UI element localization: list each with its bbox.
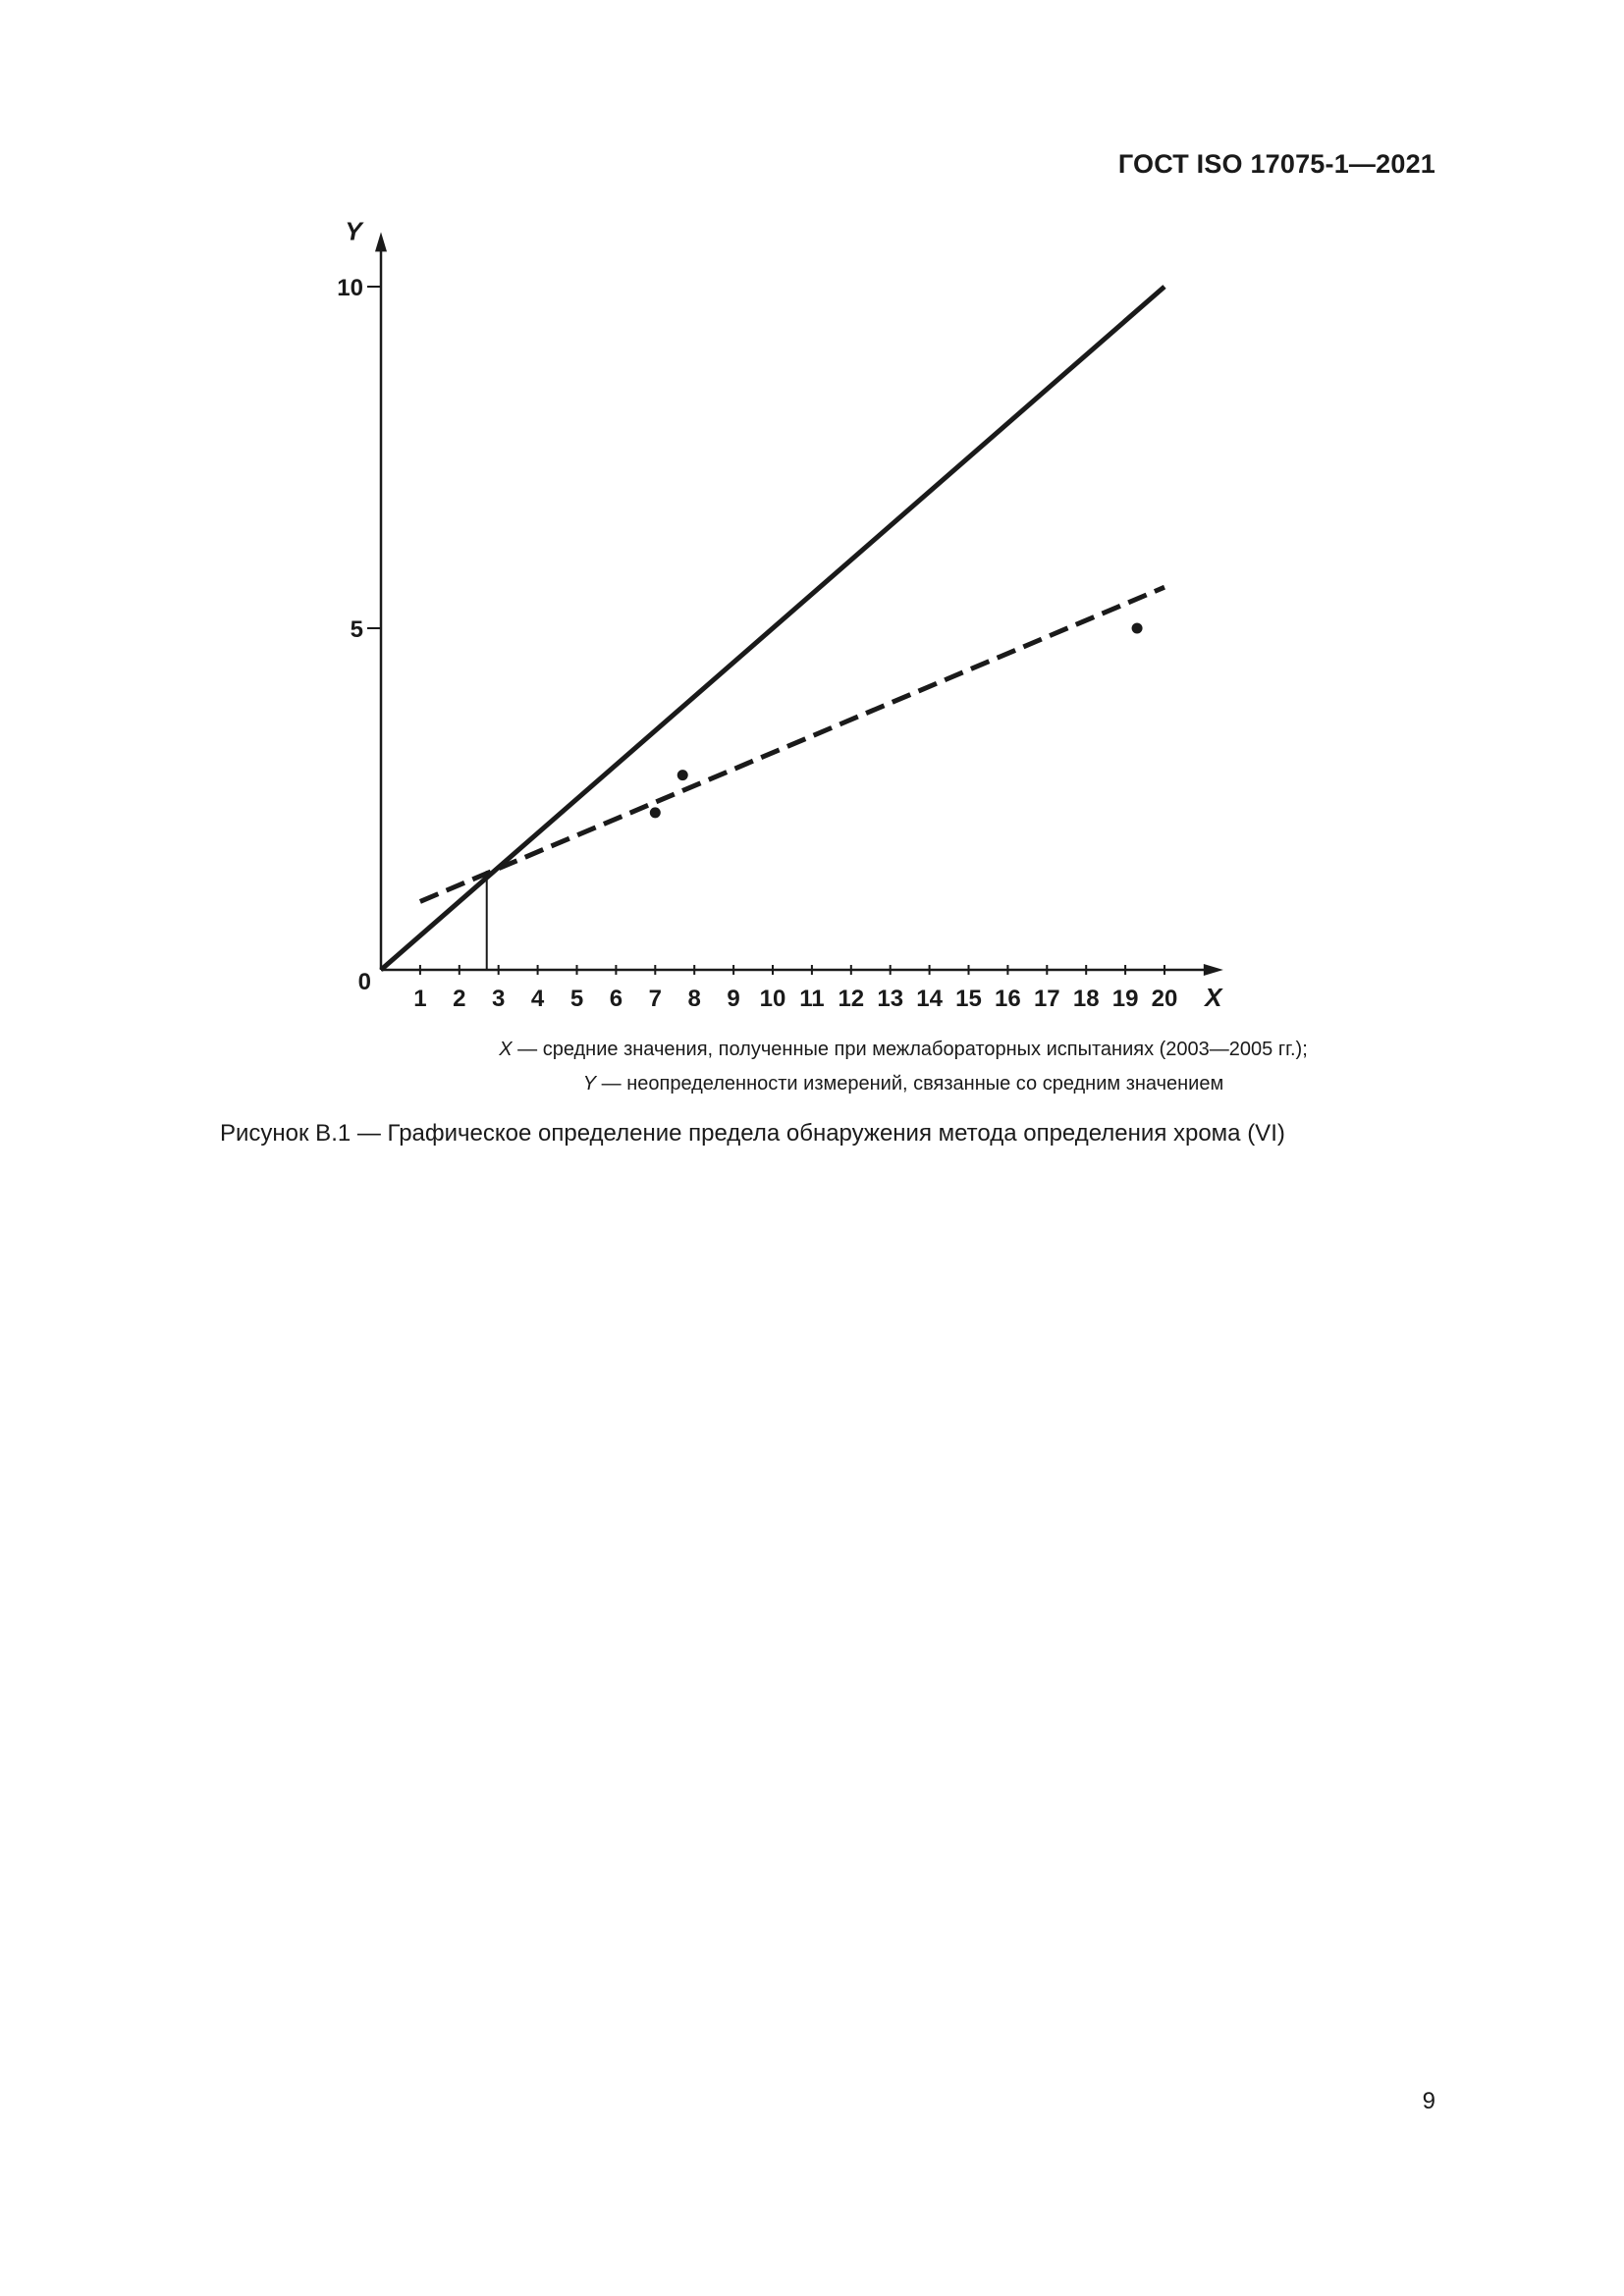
x-tick-label-6: 6 xyxy=(609,986,623,1012)
figure-caption: Рисунок В.1 — Графическое определение предела обнаружения метода определения хрома (VI) xyxy=(220,1120,1285,1147)
y-axis-arrow xyxy=(375,232,387,251)
x-tick-label-10: 10 xyxy=(759,986,786,1012)
x-tick-label-7: 7 xyxy=(648,986,662,1012)
x-tick-label-18: 18 xyxy=(1072,986,1100,1012)
x-tick-label-12: 12 xyxy=(838,986,865,1012)
series-line-dashed xyxy=(420,587,1164,901)
chart xyxy=(0,0,1624,1041)
x-tick-label-4: 4 xyxy=(530,986,545,1012)
x-tick-label-16: 16 xyxy=(995,986,1021,1012)
x-tick-label-14: 14 xyxy=(916,986,943,1012)
x-tick-label-15: 15 xyxy=(955,986,982,1012)
x-axis-arrow xyxy=(1204,964,1223,976)
x-tick-label-19: 19 xyxy=(1111,986,1139,1012)
x-tick-label-8: 8 xyxy=(687,986,701,1012)
legend-y-text: — неопределенности измерений, связанные со средним значением xyxy=(596,1073,1224,1095)
x-tick-label-5: 5 xyxy=(569,986,584,1012)
x-tick-label-1: 1 xyxy=(413,986,427,1012)
x-tick-label-20: 20 xyxy=(1151,986,1178,1012)
x-axis-label: X xyxy=(1205,983,1222,1012)
x-tick-label-9: 9 xyxy=(727,986,740,1012)
y-tick-label-5: 5 xyxy=(350,616,363,643)
legend-y-var: Y xyxy=(582,1073,597,1095)
y-tick-label-10: 10 xyxy=(337,275,363,301)
legend-x-line xyxy=(167,1039,1624,1061)
page-number: 9 xyxy=(1422,2088,1435,2114)
legend-x-text: — средние значения, полученные при межлабораторных испытаниях (2003—2005 гг.); xyxy=(512,1039,1308,1060)
x-tick-label-13: 13 xyxy=(877,986,904,1012)
y-axis-label: Y xyxy=(345,216,362,246)
data-point xyxy=(1132,623,1143,634)
legend-x-var: X xyxy=(499,1039,513,1060)
y-tick-label-0: 0 xyxy=(357,969,371,995)
x-tick-label-3: 3 xyxy=(492,986,506,1012)
data-point xyxy=(650,807,661,818)
data-point xyxy=(677,770,688,780)
x-tick-label-2: 2 xyxy=(453,986,466,1012)
document-header: ГОСТ ISO 17075-1—2021 xyxy=(1117,149,1435,179)
legend-y-line xyxy=(167,1073,1624,1095)
x-tick-label-11: 11 xyxy=(799,986,825,1012)
x-tick-label-17: 17 xyxy=(1033,986,1060,1012)
